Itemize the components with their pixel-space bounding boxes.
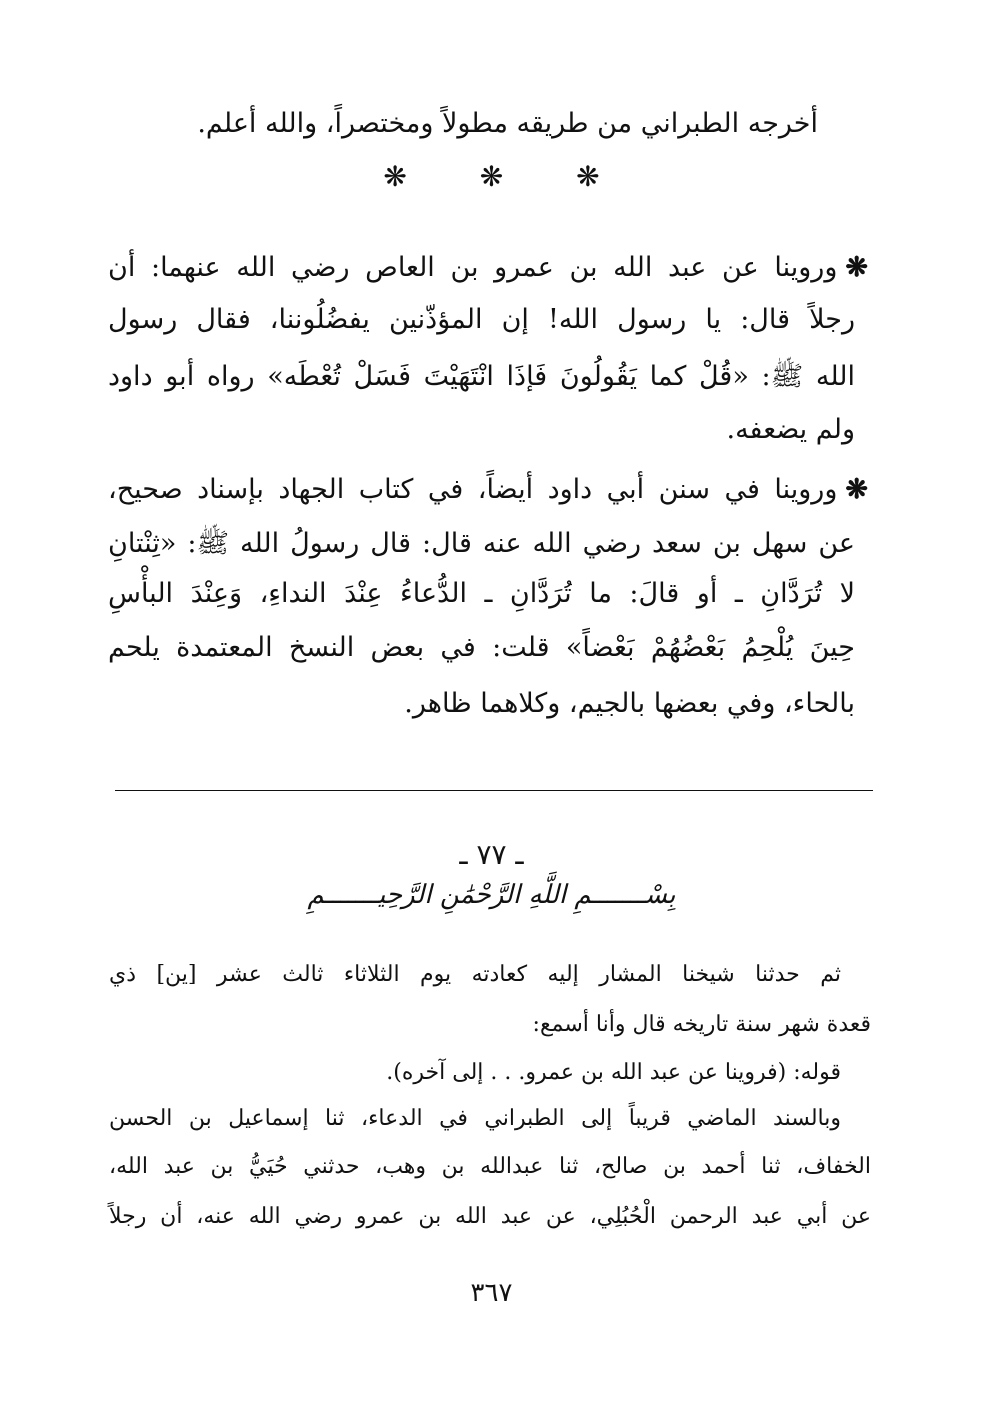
paragraph1-line: ولم يضعفه. <box>726 414 855 445</box>
intro-line: أخرجه الطبراني من طريقه مطولاً ومختصراً، والله أعلم. <box>197 108 818 139</box>
paragraph2-line: بالحاء، وفي بعضها بالجيم، وكلاهما ظاهر. <box>404 688 855 719</box>
paragraph2-line: حِينَ يُلْحِمُ بَعْضُهُمْ بَعْضاً» قلت: في بعض النسخ المعتمدة يلحم <box>108 632 855 663</box>
section-separator <box>0 160 983 193</box>
separator-mark: ❋ <box>383 160 407 193</box>
section-number: ـ ٧٧ ـ <box>459 838 524 871</box>
commentary-line: الخفاف، ثنا أحمد بن صالح، ثنا عبدالله بن وهب، حدثني حُيَيُّ بن عبد الله، <box>109 1154 871 1179</box>
commentary-line: قوله: (فروينا عن عبد الله بن عمرو. . . إلى آخره). <box>386 1060 841 1085</box>
commentary-line: ثم حدثنا شيخنا المشار إليه كعادته يوم الثلاثاء ثالث عشر [ين] ذي <box>109 962 841 987</box>
footnote-divider <box>115 790 873 791</box>
separator-mark: ❋ <box>479 160 504 193</box>
paragraph-marker: ❋ <box>845 252 868 283</box>
paragraph2-line: عن سهل بن سعد رضي الله عنه قال: قال رسولُ الله ﷺ: «ثِنْتانِ <box>108 528 855 559</box>
paragraph1-line: ❋وروينا عن عبد الله بن عمرو بن العاص رضي الله عنهما: أن <box>108 252 868 283</box>
page-number: ٣٦٧ <box>470 1278 513 1308</box>
commentary-line: وبالسند الماضي قريباً إلى الطبراني في الدعاء، ثنا إسماعيل بن الحسن <box>109 1106 841 1131</box>
paragraph1-line: رجلاً قال: يا رسول الله! إن المؤذّنين يفضُلُوننا، فقال رسول <box>108 304 855 335</box>
paragraph2-line: ❋وروينا في سنن أبي داود أيضاً، في كتاب الجهاد بإسناد صحيح، <box>108 474 868 505</box>
commentary-line: قعدة شهر سنة تاريخه قال وأنا أسمع: <box>532 1012 871 1037</box>
basmala-heading: بِسْـــــــمِ اللَّهِ الرَّحْمَٰنِ الرَّحِيـــــــمِ <box>307 880 676 910</box>
paragraph-marker: ❋ <box>845 474 868 505</box>
separator-mark: ❋ <box>576 160 600 193</box>
paragraph1-line: الله ﷺ: «قُلْ كما يَقُولُونَ فَإذَا انْتَهَيْتَ فَسَلْ تُعْطَه» رواه أبو داود <box>108 361 855 392</box>
commentary-line: عن أبي عبد الرحمن الْحُبُلِي، عن عبد الله بن عمرو رضي الله عنه، أن رجلاً <box>109 1204 871 1229</box>
paragraph2-line: لا تُرَدَّانِ ـ أو قالَ: ما تُرَدَّانِ ـ الدُّعاءُ عِنْدَ النداءِ، وَعِنْدَ البأْسِ <box>108 578 855 609</box>
